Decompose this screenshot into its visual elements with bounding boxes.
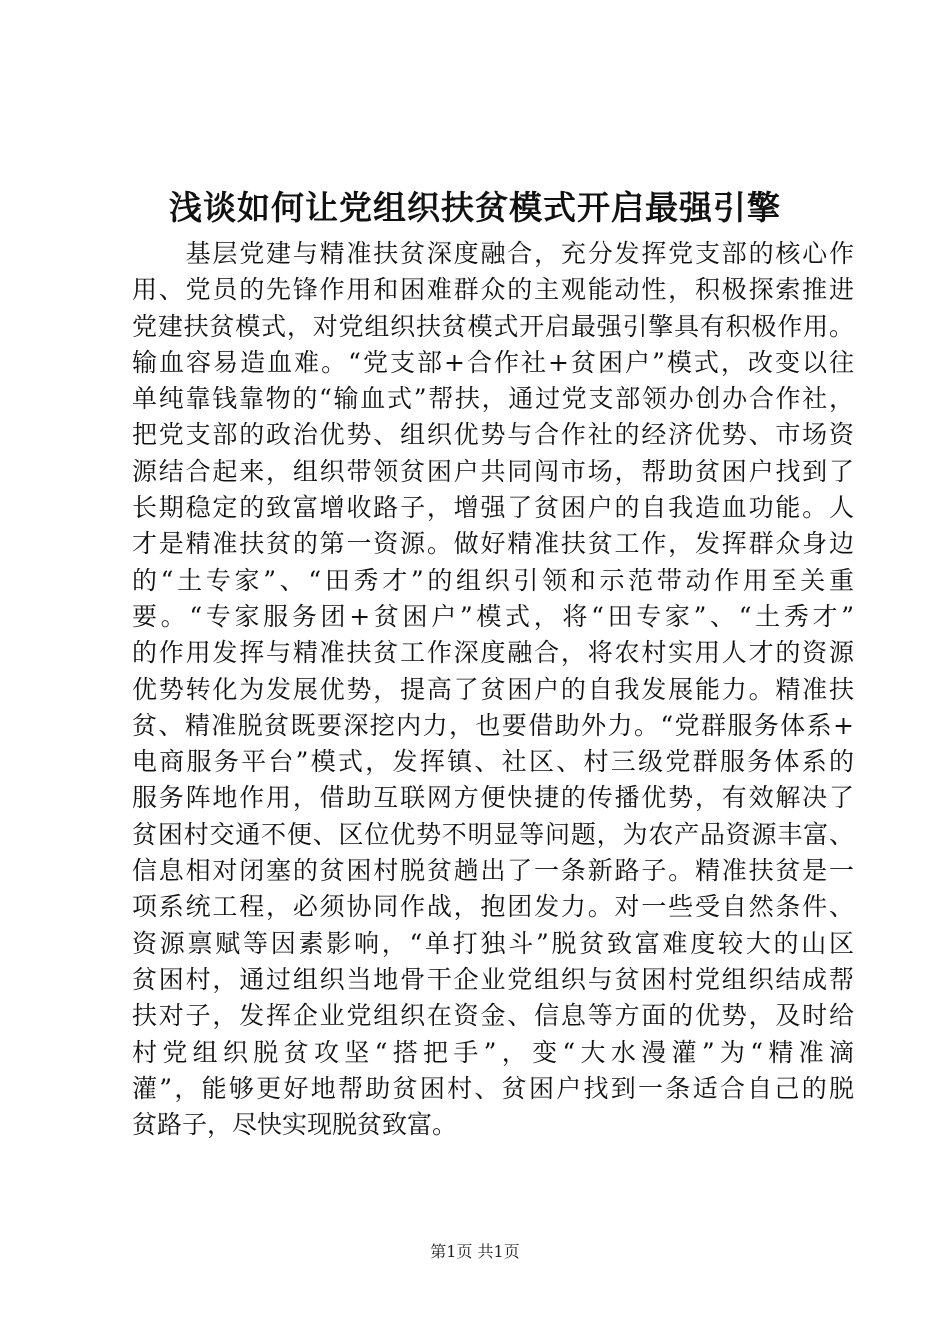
body-line: 把党支部的政治优势、组织优势与合作社的经济优势、市场资 (132, 420, 854, 450)
body-line: 才是精准扶贫的第一资源。做好精准扶贫工作，发挥群众身边 (132, 529, 854, 559)
body-line: 贫困村，通过组织当地骨干企业党组织与贫困村党组织结成帮 (132, 964, 854, 994)
body-line: 基层党建与精准扶贫深度融合，充分发挥党支部的核心作 (132, 239, 854, 268)
body-line: 项系统工程，必须协同作战，抱团发力。对一些受自然条件、 (132, 892, 854, 922)
body-line: 电商服务平台”模式，发挥镇、社区、村三级党群服务体系的 (132, 747, 854, 777)
body-line: 贫、精准脱贫既要深挖内力，也要借助外力。“党群服务体系+ (132, 710, 854, 740)
body-line: 党建扶贫模式，对党组织扶贫模式开启最强引擎具有积极作用。 (132, 311, 854, 341)
body-line: 优势转化为发展优势，提高了贫困户的自我发展能力。精准扶 (132, 674, 854, 704)
body-line: 资源禀赋等因素影响，“单打独斗”脱贫致富难度较大的山区 (132, 928, 854, 958)
body-line: 灌”，能够更好地帮助贫困村、贫困户找到一条适合自己的脱 (132, 1073, 854, 1103)
body-line: 用、党员的先锋作用和困难群众的主观能动性，积极探索推进 (132, 275, 854, 305)
page-number-footer: 第1页 共1页 (430, 1242, 520, 1261)
body-line: 村党组织脱贫攻坚“搭把手”，变“大水漫灌”为“精准滴 (132, 1037, 854, 1067)
body-line: 服务阵地作用，借助互联网方便快捷的传播优势，有效解决了 (132, 783, 854, 813)
body-line: 贫路子，尽快实现脱贫致富。 (132, 1110, 458, 1140)
body-line: 输血容易造血难。“党支部+合作社+贫困户”模式，改变以往 (132, 347, 854, 377)
body-line: 扶对子，发挥企业党组织在资金、信息等方面的优势，及时给 (132, 1001, 854, 1031)
document-title: 浅谈如何让党组织扶贫模式开启最强引擎 (169, 188, 781, 227)
body-line: 的作用发挥与精准扶贫工作深度融合，将农村实用人才的资源 (132, 638, 854, 668)
body-line: 源结合起来，组织带领贫困户共同闯市场，帮助贫困户找到了 (132, 456, 854, 486)
body-line: 信息相对闭塞的贫困村脱贫趟出了一条新路子。精准扶贫是一 (132, 856, 854, 886)
body-line: 要。“专家服务团+贫困户”模式，将“田专家”、“土秀才” (132, 601, 854, 631)
body-line: 贫困村交通不便、区位优势不明显等问题，为农产品资源丰富、 (132, 819, 854, 849)
document-body (132, 236, 854, 1143)
body-line: 的“土专家”、“田秀才”的组织引领和示范带动作用至关重 (132, 565, 854, 595)
body-line: 长期稳定的致富增收路子，增强了贫困户的自我造血功能。人 (132, 493, 854, 523)
body-line: 单纯靠钱靠物的“输血式”帮扶，通过党支部领办创办合作社， (132, 384, 854, 414)
